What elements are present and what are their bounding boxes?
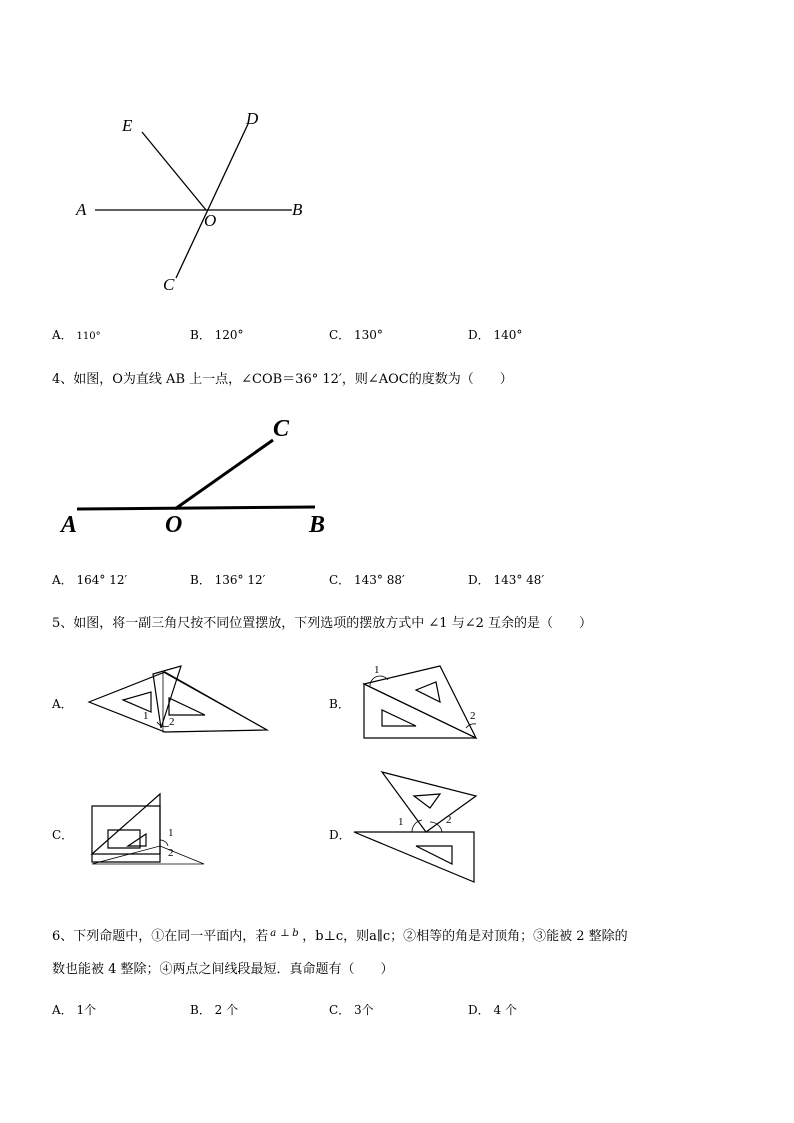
q6-stem-line1 [52, 925, 628, 944]
q6-option-d-value: 4 个 [493, 1003, 517, 1017]
q3-label-a: A [76, 200, 87, 219]
q4-option-c-value: 143° 88′ [354, 573, 405, 587]
q5-option-b-angle1: 1 [374, 664, 380, 676]
q4-option-c[interactable] [329, 571, 405, 588]
q3-label-d: D [246, 109, 259, 128]
q5-option-c-angle1: 1 [168, 827, 174, 839]
q3-figure [60, 100, 340, 310]
q4-label-o: O [165, 512, 183, 538]
q3-label-e: E [122, 116, 133, 135]
q3-option-a-letter: A． [52, 328, 73, 342]
q5-option-a-letter: A． [52, 697, 73, 711]
q4-option-b[interactable] [190, 571, 265, 588]
q4-label-c: C [273, 416, 290, 442]
q6-cond-perp: ⊥ [280, 928, 290, 939]
q3-label-c: C [163, 275, 175, 294]
q3-label-o: O [204, 211, 217, 230]
q3-option-b-value: 120° [214, 328, 244, 342]
q4-option-a-value: 164° 12′ [76, 573, 128, 587]
q3-option-b-letter: B． [190, 328, 211, 342]
q4-label-a: A [61, 512, 78, 538]
q3-option-b[interactable] [190, 326, 244, 343]
q5-figure-b-svg [360, 660, 490, 745]
q4-option-b-letter: B． [190, 573, 211, 587]
q5-figure-b [360, 660, 490, 745]
q5-option-d-letter: D． [329, 828, 351, 842]
q3-option-a-value: 110° [76, 331, 101, 342]
q3-option-a[interactable] [52, 326, 101, 343]
q5-option-d-angle2: 2 [446, 814, 452, 826]
q6-option-d[interactable] [468, 1001, 517, 1018]
q3-option-c[interactable] [329, 326, 383, 343]
q6-condition [268, 926, 302, 940]
q5-figure-d [350, 768, 485, 883]
q5-figure-d-svg [350, 768, 485, 883]
q5-option-c-letter: C． [52, 828, 74, 842]
q4-option-a-letter: A． [52, 573, 73, 587]
q5-option-b-angle2: 2 [470, 710, 476, 722]
q5-option-d[interactable] [329, 826, 351, 843]
q3-option-d-value: 140° [493, 328, 523, 342]
q5-stem: 5、如图，将一副三角尺按不同位置摆放，下列选项的摆放方式中 ∠1 与∠2 互余的是（ ） [52, 616, 592, 631]
q4-option-a[interactable] [52, 571, 127, 588]
q6-option-d-letter: D． [468, 1003, 490, 1017]
q6-cond-a: a [270, 928, 277, 939]
q6-option-b-value: 2 个 [214, 1003, 239, 1017]
q4-option-d-letter: D． [468, 573, 490, 587]
q5-option-a-angle1: 1 [143, 710, 149, 722]
q6-cond-b: b [292, 928, 299, 939]
q6-option-b-letter: B． [190, 1003, 211, 1017]
q3-option-d[interactable] [468, 326, 522, 343]
q6-stem-line2: 数也能被 4 整除；④两点之间线段最短．真命题有（ ） [52, 962, 394, 977]
q6-option-a[interactable] [52, 1001, 96, 1018]
q5-figure-c [88, 792, 213, 867]
q3-label-b: B [292, 200, 303, 219]
q4-option-d-value: 143° 48′ [493, 573, 545, 587]
q6-option-c-letter: C． [329, 1003, 351, 1017]
q5-figure-a [85, 660, 275, 740]
q4-option-b-value: 136° 12′ [214, 573, 266, 587]
q3-option-d-letter: D． [468, 328, 490, 342]
q4-stem: 4、如图，O为直线 AB 上一点，∠COB＝36° 12′，则∠AOC的度数为（ ） [52, 372, 513, 387]
q5-option-d-angle1: 1 [398, 816, 404, 828]
q4-option-d[interactable] [468, 571, 544, 588]
q6-option-b[interactable] [190, 1001, 238, 1018]
q3-option-c-value: 130° [354, 328, 383, 342]
q5-option-a-angle2: 2 [169, 716, 175, 728]
q5-option-b-letter: B． [329, 697, 350, 711]
q5-option-c-angle2: 2 [168, 847, 174, 859]
q6-option-a-letter: A． [52, 1003, 73, 1017]
q6-option-c[interactable] [329, 1001, 374, 1018]
q5-option-c[interactable] [52, 826, 73, 843]
q3-option-c-letter: C． [329, 328, 351, 342]
q4-option-c-letter: C． [329, 573, 351, 587]
q4-label-b: B [309, 512, 326, 538]
q5-option-b[interactable] [329, 695, 350, 712]
q6-option-c-value: 3个 [354, 1003, 374, 1017]
q5-option-a[interactable] [52, 695, 73, 712]
q5-figure-c-svg [88, 792, 213, 867]
q5-figure-a-svg [85, 660, 275, 740]
q6-stem-line1-a: 6、下列命题中，①在同一平面内，若 [52, 929, 269, 944]
q6-stem-line1-b: ，b⊥c，则a∥c；②相等的角是对顶角；③能被 2 整除的 [302, 929, 628, 944]
q6-option-a-value: 1个 [76, 1003, 97, 1017]
q4-figure [55, 410, 355, 550]
